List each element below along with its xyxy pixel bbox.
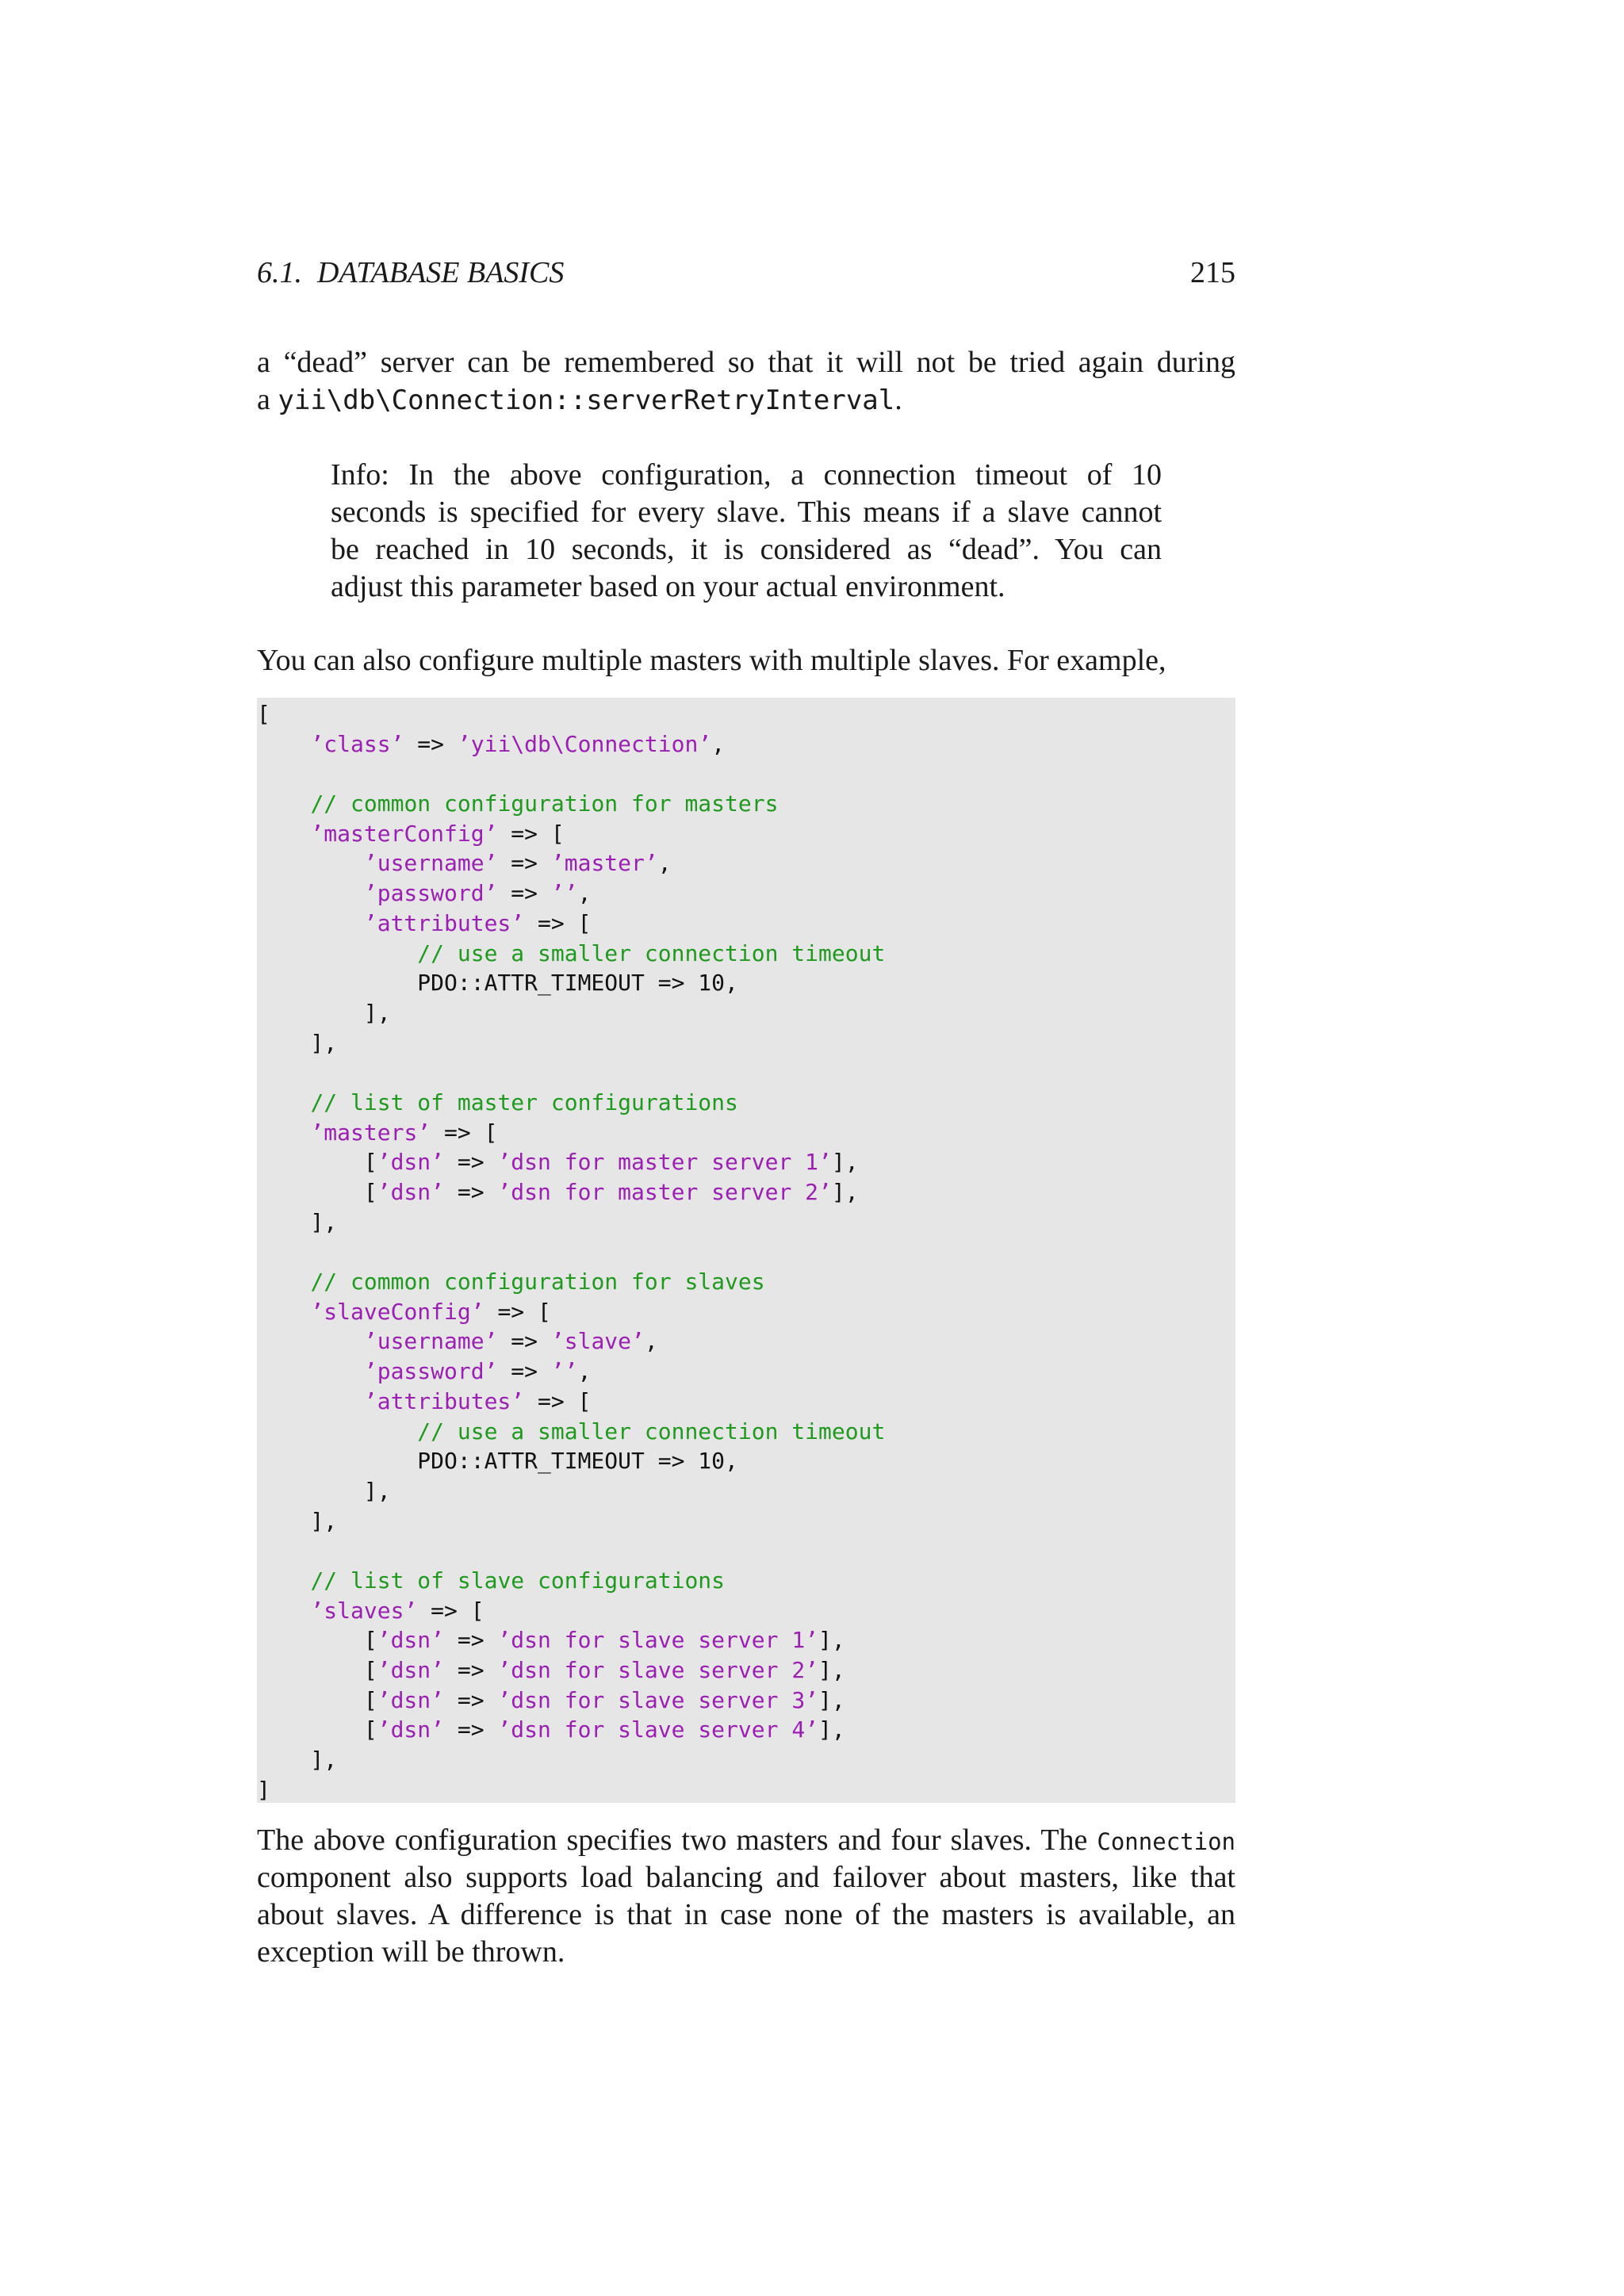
code-text: , [711, 730, 726, 757]
code-text [257, 1269, 310, 1295]
code-text: => [497, 880, 551, 907]
code-text: [ [257, 1149, 377, 1176]
code-string: ’yii\db\Connection’ [457, 730, 712, 757]
code-text: [ [257, 701, 270, 727]
code-string: ’masters’ [310, 1119, 431, 1146]
code-text [257, 850, 364, 876]
code-line [257, 1745, 885, 1775]
code-text: ], [257, 1208, 338, 1235]
code-string: ’slaves’ [310, 1597, 418, 1624]
code-line [257, 1387, 885, 1417]
code-line [257, 968, 885, 998]
code-line [257, 1267, 885, 1297]
paragraph-line: exception will be thrown. [257, 1935, 565, 1969]
code-string: ’password’ [363, 880, 498, 907]
info-line: Info: In the above configuration, a connection timeout of 10 [331, 458, 1162, 492]
code-comment: // list of slave configurations [310, 1567, 726, 1594]
code-text: [ [257, 1716, 377, 1743]
paragraph-line [257, 381, 1235, 419]
code-string: ’dsn for slave server 1’ [497, 1627, 819, 1654]
code-string: ’username’ [363, 1328, 498, 1355]
code-line [257, 699, 885, 729]
code-text: => [ [417, 1597, 485, 1624]
code-line [257, 878, 885, 909]
code-comment: // use a smaller connection timeout [417, 1418, 886, 1445]
code-text: ], [818, 1716, 845, 1743]
code-string: ’class’ [310, 730, 404, 757]
code-comment: // list of master configurations [310, 1089, 738, 1115]
code-line [257, 1028, 885, 1058]
code-text: => [444, 1716, 498, 1743]
code-text: => [ [524, 909, 592, 936]
code-line [257, 1207, 885, 1238]
code-text: => [444, 1627, 498, 1654]
paragraph-line: about slaves. A difference is that in case none of the masters is available, an [257, 1898, 1235, 1931]
code-string: ’dsn for slave server 3’ [497, 1686, 819, 1713]
code-text: [ [257, 1657, 377, 1683]
code-text: [ [257, 1627, 377, 1654]
code-line [257, 848, 885, 878]
code-text: => [497, 1358, 551, 1385]
code-line [257, 1655, 885, 1686]
code-text: ], [831, 1149, 859, 1176]
code-text [257, 1328, 364, 1354]
code-line [257, 1566, 885, 1596]
code-string: ’dsn’ [377, 1149, 445, 1176]
code-text [257, 821, 310, 847]
code-text: ], [257, 999, 391, 1026]
code-text: ], [257, 1029, 338, 1056]
code-text [257, 940, 417, 966]
code-text: => [444, 1149, 498, 1176]
code-comment: // common configuration for masters [310, 790, 779, 817]
code-line [257, 1058, 885, 1088]
code-line [257, 1357, 885, 1387]
code-text [257, 1299, 310, 1325]
code-text: ], [818, 1627, 845, 1654]
code-line [257, 1177, 885, 1207]
code-line [257, 1088, 885, 1118]
code-string: ’dsn’ [377, 1627, 445, 1654]
code-text: ], [257, 1507, 338, 1534]
code-line [257, 1476, 885, 1506]
code-string: ’dsn’ [377, 1716, 445, 1743]
code-line [257, 1686, 885, 1716]
code-string: ’dsn for slave server 2’ [497, 1657, 819, 1683]
code-text: => [ [497, 820, 565, 847]
code-text: ] [257, 1776, 270, 1803]
info-line: be reached in 10 seconds, it is considered as “dead”. You can [331, 533, 1162, 566]
code-line [257, 1147, 885, 1177]
code-text: => [444, 1179, 498, 1205]
code-text: => [444, 1686, 498, 1713]
paragraph-summary [257, 1822, 1235, 1971]
paragraph-line: a “dead” server can be remembered so that it will not be tried again during [257, 346, 1235, 379]
text-prefix: a [257, 383, 278, 416]
code-text [257, 1358, 364, 1384]
code-text: PDO::ATTR_TIMEOUT => 10, [257, 970, 738, 997]
code-line [257, 1118, 885, 1148]
code-text: => [497, 850, 551, 877]
code-string: ’’ [550, 880, 578, 907]
code-text: => [444, 1657, 498, 1683]
code-line [257, 1506, 885, 1536]
code-line [257, 939, 885, 969]
code-line [257, 1326, 885, 1357]
code-string: ’masterConfig’ [310, 820, 498, 847]
code-string: ’’ [550, 1358, 578, 1385]
code-text: ], [257, 1747, 338, 1774]
info-line: adjust this parameter based on your actual environment. [331, 570, 1005, 603]
info-line: seconds is specified for every slave. This means if a slave cannot [331, 496, 1162, 529]
code-line [257, 1596, 885, 1626]
code-text: PDO::ATTR_TIMEOUT => 10, [257, 1448, 738, 1475]
page-number: 215 [1190, 256, 1235, 289]
code-string: ’slave’ [550, 1328, 645, 1355]
code-text [257, 1418, 417, 1445]
code-line [257, 1297, 885, 1327]
code-block [257, 698, 1235, 1803]
code-string: ’dsn’ [377, 1657, 445, 1683]
code-text [257, 790, 310, 817]
paragraph-line: component also supports load balancing and failover about masters, like that [257, 1861, 1235, 1894]
code-line [257, 759, 885, 789]
code-text [257, 1598, 310, 1624]
code-text: ], [257, 1477, 391, 1504]
code-text: , [657, 850, 672, 877]
code-text: ], [831, 1179, 859, 1205]
code-text: ], [818, 1657, 845, 1683]
code-text [257, 1089, 310, 1115]
code-text: => [ [484, 1298, 551, 1325]
code-string: ’dsn for slave server 4’ [497, 1716, 819, 1743]
section-title: 6.1. DATABASE BASICS [257, 256, 565, 289]
code-line [257, 1446, 885, 1476]
code-text: ], [818, 1686, 845, 1713]
code-line [257, 1536, 885, 1566]
paragraph-dead-server [257, 344, 1235, 419]
code-string: ’dsn for master server 2’ [497, 1179, 832, 1205]
code-text: => [ [431, 1119, 498, 1146]
code-text: [ [257, 1686, 377, 1713]
info-note [331, 457, 1162, 606]
code-text [257, 731, 310, 757]
code-line [257, 1775, 885, 1805]
code-text: => [497, 1328, 551, 1355]
text-prefix: The above configuration specifies two masters and four slaves. The [257, 1823, 1097, 1857]
code-text: => [ [524, 1387, 592, 1414]
code-text: , [644, 1328, 658, 1355]
text-suffix: . [894, 383, 902, 416]
code-text: , [577, 1358, 592, 1385]
code-line [257, 1625, 885, 1655]
code-text [257, 880, 364, 906]
code-line [257, 729, 885, 760]
code-line [257, 909, 885, 939]
code-text [257, 1388, 364, 1414]
code-text: [ [257, 1179, 377, 1205]
code-string: ’dsn’ [377, 1179, 445, 1205]
code-line [257, 1237, 885, 1267]
code-line [257, 1417, 885, 1447]
code-string: ’dsn for master server 1’ [497, 1149, 832, 1176]
code-line [257, 819, 885, 849]
paragraph-line [257, 1822, 1235, 1859]
code-comment: // use a smaller connection timeout [417, 939, 886, 966]
code-listing [257, 699, 885, 1804]
code-line [257, 998, 885, 1028]
code-string: ’attributes’ [363, 909, 525, 936]
code-text [257, 1567, 310, 1594]
code-line [257, 789, 885, 819]
code-text: => [404, 730, 458, 757]
inline-code-retry-interval: yii\db\Connection::serverRetryInterval [278, 385, 895, 416]
code-text [257, 1119, 310, 1146]
code-string: ’username’ [363, 850, 498, 877]
paragraph-multiple-masters [257, 642, 1235, 679]
code-string: ’master’ [550, 850, 658, 877]
inline-code-connection: Connection [1097, 1828, 1235, 1855]
code-text [257, 910, 364, 936]
code-string: ’password’ [363, 1358, 498, 1385]
running-header [257, 255, 1235, 303]
code-string: ’slaveConfig’ [310, 1298, 485, 1325]
code-string: ’dsn’ [377, 1686, 445, 1713]
paragraph-line: You can also configure multiple masters with multiple slaves. For example, [257, 644, 1166, 677]
code-string: ’attributes’ [363, 1387, 525, 1414]
code-line [257, 1715, 885, 1745]
code-comment: // common configuration for slaves [310, 1269, 765, 1295]
code-text: , [577, 880, 592, 907]
